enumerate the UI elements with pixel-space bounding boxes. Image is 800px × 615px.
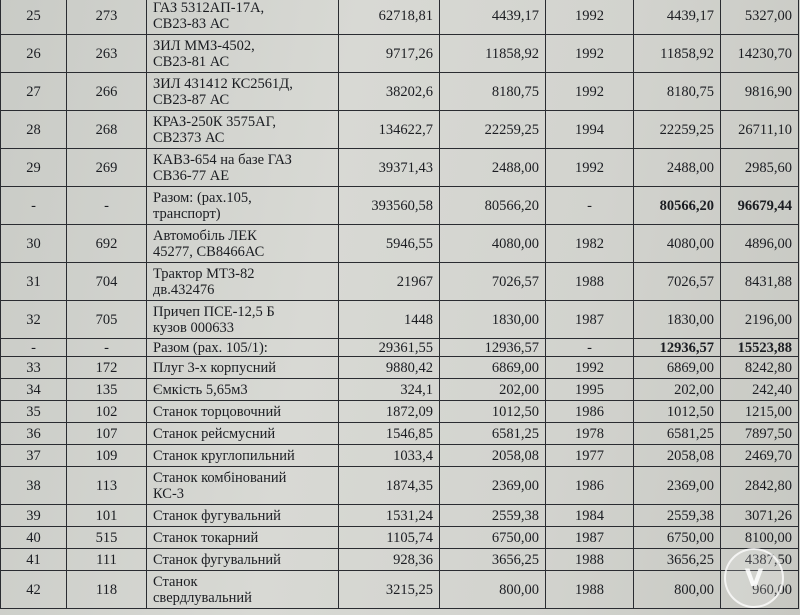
row-number-cell: 31 (1, 263, 67, 301)
initial-cost-cell: 39371,43 (339, 149, 440, 187)
row-number-cell: 36 (1, 423, 67, 445)
book-value-cell: 202,00 (634, 379, 721, 401)
initial-cost-cell: 1874,35 (339, 467, 440, 505)
year-cell: 1994 (546, 111, 634, 149)
book-value-cell: 2488,00 (634, 149, 721, 187)
row-number-cell: 42 (1, 571, 67, 609)
year-cell: 1982 (546, 225, 634, 263)
table-row (1, 549, 799, 571)
residual-value-cell: 80566,20 (440, 187, 546, 225)
row-number-cell: - (1, 339, 67, 357)
inventory-number-cell: 273 (67, 0, 147, 35)
initial-cost-cell: 1546,85 (339, 423, 440, 445)
book-value-cell: 12936,57 (634, 339, 721, 357)
residual-value-cell: 6750,00 (440, 527, 546, 549)
residual-value-cell: 1830,00 (440, 301, 546, 339)
inventory-number-cell: 109 (67, 445, 147, 467)
watermark-logo: V (724, 548, 784, 608)
book-value-cell: 6581,25 (634, 423, 721, 445)
residual-value-cell: 7026,57 (440, 263, 546, 301)
residual-value-cell: 800,00 (440, 571, 546, 609)
row-number-cell: 38 (1, 467, 67, 505)
item-name-cell: Станок токарний (147, 527, 339, 549)
inventory-number-cell: 107 (67, 423, 147, 445)
value-with-vat-cell: 1215,00 (721, 401, 799, 423)
residual-value-cell: 8180,75 (440, 73, 546, 111)
year-cell: 1986 (546, 401, 634, 423)
inventory-number-cell: 266 (67, 73, 147, 111)
book-value-cell: 2559,38 (634, 505, 721, 527)
table-body (1, 0, 799, 609)
inventory-number-cell: 705 (67, 301, 147, 339)
table-row (1, 571, 799, 609)
item-name-cell: Ємкість 5,65м3 (147, 379, 339, 401)
row-number-cell: 30 (1, 225, 67, 263)
item-name-cell: Станок фугувальний (147, 505, 339, 527)
inventory-number-cell: 515 (67, 527, 147, 549)
residual-value-cell: 4439,17 (440, 0, 546, 35)
value-with-vat-cell: 2196,00 (721, 301, 799, 339)
table-row (1, 423, 799, 445)
inventory-number-cell: 102 (67, 401, 147, 423)
book-value-cell: 4080,00 (634, 225, 721, 263)
value-with-vat-cell: 7897,50 (721, 423, 799, 445)
year-cell: 1992 (546, 73, 634, 111)
item-name-cell: Разом (рах. 105/1): (147, 339, 339, 357)
item-name-cell: Станок свердлувальний (147, 571, 339, 609)
book-value-cell: 2369,00 (634, 467, 721, 505)
inventory-number-cell: 692 (67, 225, 147, 263)
item-name-cell: КРАЗ-250К 3575АГ, СВ2373 АС (147, 111, 339, 149)
year-cell: 1992 (546, 357, 634, 379)
row-number-cell: 28 (1, 111, 67, 149)
inventory-number-cell: 135 (67, 379, 147, 401)
inventory-number-cell: 269 (67, 149, 147, 187)
book-value-cell: 7026,57 (634, 263, 721, 301)
item-name-cell: ГАЗ 5312АП-17А, СВ23-83 АС (147, 0, 339, 35)
item-name-cell: Станок комбінований КС-3 (147, 467, 339, 505)
item-name-cell: КАВЗ-654 на базе ГАЗ СВ36-77 АЕ (147, 149, 339, 187)
initial-cost-cell: 393560,58 (339, 187, 440, 225)
year-cell: 1992 (546, 0, 634, 35)
row-number-cell: 29 (1, 149, 67, 187)
table-row (1, 357, 799, 379)
value-with-vat-cell: 5327,00 (721, 0, 799, 35)
row-number-cell: 27 (1, 73, 67, 111)
inventory-number-cell: 263 (67, 35, 147, 73)
book-value-cell: 4439,17 (634, 0, 721, 35)
item-name-cell: Причеп ПСЕ-12,5 Б кузов 000633 (147, 301, 339, 339)
book-value-cell: 6750,00 (634, 527, 721, 549)
item-name-cell: ЗИЛ ММЗ-4502, СВ23-81 АС (147, 35, 339, 73)
inventory-number-cell: - (67, 339, 147, 357)
table-row (1, 73, 799, 111)
book-value-cell: 1012,50 (634, 401, 721, 423)
book-value-cell: 3656,25 (634, 549, 721, 571)
residual-value-cell: 2488,00 (440, 149, 546, 187)
row-number-cell: 34 (1, 379, 67, 401)
inventory-number-cell: 118 (67, 571, 147, 609)
table-row (1, 467, 799, 505)
row-number-cell: 41 (1, 549, 67, 571)
year-cell: 1988 (546, 263, 634, 301)
residual-value-cell: 6869,00 (440, 357, 546, 379)
residual-value-cell: 6581,25 (440, 423, 546, 445)
year-cell: 1995 (546, 379, 634, 401)
year-cell: - (546, 187, 634, 225)
initial-cost-cell: 1033,4 (339, 445, 440, 467)
initial-cost-cell: 29361,55 (339, 339, 440, 357)
residual-value-cell: 11858,92 (440, 35, 546, 73)
inventory-number-cell: 111 (67, 549, 147, 571)
inventory-number-cell: 268 (67, 111, 147, 149)
residual-value-cell: 12936,57 (440, 339, 546, 357)
value-with-vat-cell: 2469,70 (721, 445, 799, 467)
initial-cost-cell: 38202,6 (339, 73, 440, 111)
table-row (1, 527, 799, 549)
inventory-number-cell: 101 (67, 505, 147, 527)
initial-cost-cell: 5946,55 (339, 225, 440, 263)
value-with-vat-cell: 4387,50 (721, 549, 799, 571)
initial-cost-cell: 9717,26 (339, 35, 440, 73)
initial-cost-cell: 3215,25 (339, 571, 440, 609)
initial-cost-cell: 62718,81 (339, 0, 440, 35)
book-value-cell: 22259,25 (634, 111, 721, 149)
residual-value-cell: 2559,38 (440, 505, 546, 527)
year-cell: 1987 (546, 527, 634, 549)
residual-value-cell: 2058,08 (440, 445, 546, 467)
value-with-vat-cell: 8100,00 (721, 527, 799, 549)
book-value-cell: 800,00 (634, 571, 721, 609)
inventory-number-cell: 113 (67, 467, 147, 505)
initial-cost-cell: 21967 (339, 263, 440, 301)
table-row (1, 149, 799, 187)
table-row (1, 301, 799, 339)
residual-value-cell: 1012,50 (440, 401, 546, 423)
row-number-cell: 25 (1, 0, 67, 35)
table-row (1, 379, 799, 401)
value-with-vat-cell: 242,40 (721, 379, 799, 401)
residual-value-cell: 4080,00 (440, 225, 546, 263)
initial-cost-cell: 1531,24 (339, 505, 440, 527)
item-name-cell: Станок рейсмусний (147, 423, 339, 445)
year-cell: 1984 (546, 505, 634, 527)
value-with-vat-cell: 26711,10 (721, 111, 799, 149)
year-cell: 1978 (546, 423, 634, 445)
item-name-cell: Станок круглопильний (147, 445, 339, 467)
item-name-cell: Трактор МТЗ-82 дв.432476 (147, 263, 339, 301)
initial-cost-cell: 1105,74 (339, 527, 440, 549)
initial-cost-cell: 324,1 (339, 379, 440, 401)
item-name-cell: Станок фугувальний (147, 549, 339, 571)
initial-cost-cell: 1448 (339, 301, 440, 339)
inventory-number-cell: 704 (67, 263, 147, 301)
item-name-cell: Станок торцовочний (147, 401, 339, 423)
row-number-cell: 32 (1, 301, 67, 339)
table-row (1, 505, 799, 527)
item-name-cell: Плуг 3-х корпусний (147, 357, 339, 379)
year-cell: 1986 (546, 467, 634, 505)
table-row (1, 401, 799, 423)
value-with-vat-cell: 960,00 (721, 571, 799, 609)
value-with-vat-cell: 2985,60 (721, 149, 799, 187)
row-number-cell: - (1, 187, 67, 225)
book-value-cell: 1830,00 (634, 301, 721, 339)
year-cell: 1988 (546, 549, 634, 571)
item-name-cell: Разом: (рах.105, транспорт) (147, 187, 339, 225)
row-number-cell: 33 (1, 357, 67, 379)
row-number-cell: 37 (1, 445, 67, 467)
book-value-cell: 8180,75 (634, 73, 721, 111)
value-with-vat-cell: 3071,26 (721, 505, 799, 527)
inventory-number-cell: - (67, 187, 147, 225)
residual-value-cell: 3656,25 (440, 549, 546, 571)
row-number-cell: 39 (1, 505, 67, 527)
table-row (1, 187, 799, 225)
row-number-cell: 26 (1, 35, 67, 73)
table-row (1, 35, 799, 73)
inventory-number-cell: 172 (67, 357, 147, 379)
year-cell: - (546, 339, 634, 357)
initial-cost-cell: 134622,7 (339, 111, 440, 149)
value-with-vat-cell: 2842,80 (721, 467, 799, 505)
book-value-cell: 2058,08 (634, 445, 721, 467)
year-cell: 1977 (546, 445, 634, 467)
table-row (1, 0, 799, 35)
item-name-cell: Автомобіль ЛЕК 45277, СВ8466АС (147, 225, 339, 263)
year-cell: 1992 (546, 35, 634, 73)
year-cell: 1987 (546, 301, 634, 339)
value-with-vat-cell: 96679,44 (721, 187, 799, 225)
year-cell: 1992 (546, 149, 634, 187)
initial-cost-cell: 928,36 (339, 549, 440, 571)
year-cell: 1988 (546, 571, 634, 609)
book-value-cell: 6869,00 (634, 357, 721, 379)
initial-cost-cell: 1872,09 (339, 401, 440, 423)
row-number-cell: 40 (1, 527, 67, 549)
value-with-vat-cell: 14230,70 (721, 35, 799, 73)
row-number-cell: 35 (1, 401, 67, 423)
table-row (1, 225, 799, 263)
value-with-vat-cell: 9816,90 (721, 73, 799, 111)
residual-value-cell: 202,00 (440, 379, 546, 401)
table-row (1, 445, 799, 467)
table-row (1, 263, 799, 301)
table-row (1, 111, 799, 149)
item-name-cell: ЗИЛ 431412 КС2561Д, СВ23-87 АС (147, 73, 339, 111)
value-with-vat-cell: 8431,88 (721, 263, 799, 301)
initial-cost-cell: 9880,42 (339, 357, 440, 379)
book-value-cell: 80566,20 (634, 187, 721, 225)
value-with-vat-cell: 4896,00 (721, 225, 799, 263)
book-value-cell: 11858,92 (634, 35, 721, 73)
residual-value-cell: 22259,25 (440, 111, 546, 149)
value-with-vat-cell: 15523,88 (721, 339, 799, 357)
value-with-vat-cell: 8242,80 (721, 357, 799, 379)
residual-value-cell: 2369,00 (440, 467, 546, 505)
table-row (1, 339, 799, 357)
